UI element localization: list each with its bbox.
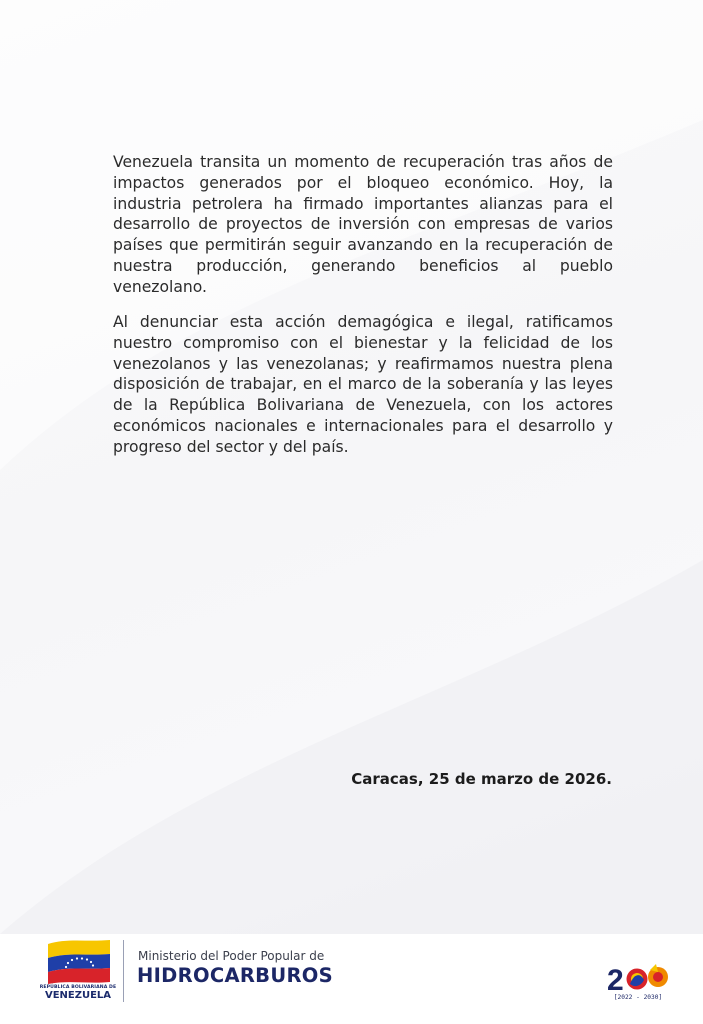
bicentennial-years: [2022 - 2030] [613, 994, 663, 1001]
republic-label: REPÚBLICA BOLIVARIANA DE [39, 985, 117, 990]
footer-divider [123, 940, 124, 1002]
svg-text:2: 2 [607, 964, 624, 997]
place-date: Caracas, 25 de marzo de 2026. [351, 770, 612, 788]
venezuela-flag-logo [46, 938, 112, 984]
letter-paragraph-1: Venezuela transita un momento de recuperación tras años de impactos generados por el bloqueo económico. Hoy, la industria petrolera ha firmado importantes alianzas para el desarrollo de proyectos de inversión con empresas de varios países que permitirán seguir avanzando en la recuperación de nuestra producción, generando beneficios al pueblo venezolano. [113, 153, 613, 296]
letter-paragraph-2: Al denunciar esta acción demagógica e ilegal, ratificamos nuestro compromiso con el bienestar y la felicidad de los venezolanos y las venezolanas; y reafirmamos nuestra plena disposición de trabajar, en el marco de la soberanía y las leyes de la República Bolivariana de Venezuela, con los actores económicos nacionales e internacionales para el desarrollo y progreso del sector y del país. [113, 313, 613, 456]
venezuela-label: VENEZUELA [44, 990, 112, 1001]
ministry-name: HIDROCARBUROS [137, 964, 334, 987]
ministry-line: Ministerio del Poder Popular de [138, 949, 325, 963]
